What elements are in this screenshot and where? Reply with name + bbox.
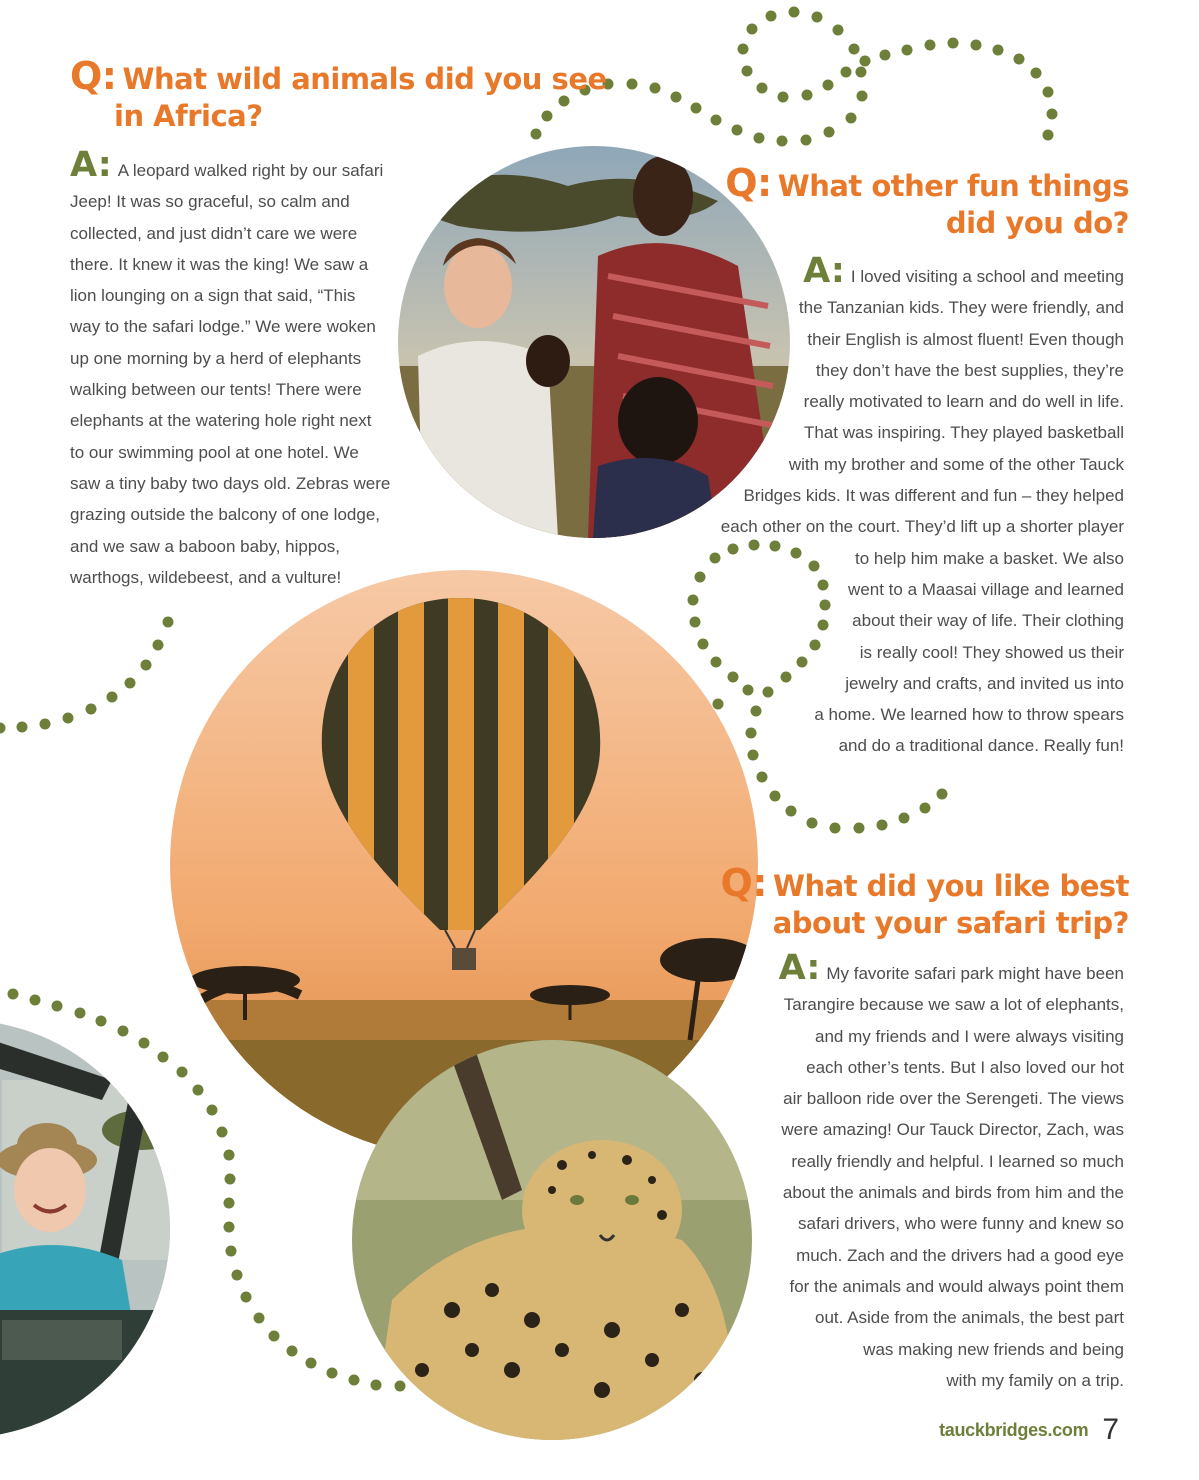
answer-2-line: and do a traditional dance. Really fun! [838, 736, 1124, 756]
answer-2-line: really motivated to learn and do well in life. [803, 392, 1124, 412]
answer-1-line: Jeep! It was so graceful, so calm and [70, 192, 350, 212]
answer-2-line: each other on the court. They’d lift up a shorter player [720, 517, 1124, 537]
question-1-mark: Q: [70, 54, 117, 98]
photo-leopard [352, 1040, 752, 1440]
answer-1-line: to our swimming pool at one hotel. We [70, 442, 359, 462]
question-3-line-1: What did you like best [773, 869, 1129, 903]
answer-2-line: is really cool! They showed us their [859, 642, 1124, 662]
page-number: 7 [1102, 1413, 1119, 1446]
answer-2-line: I loved visiting a school and meeting [850, 267, 1124, 286]
answer-2-line: a home. We learned how to throw spears [814, 705, 1124, 725]
answer-3-line: much. Zach and the drivers had a good eye [796, 1245, 1124, 1265]
answer-3-line: about the animals and birds from him and the [782, 1183, 1124, 1203]
answer-3-line: was making new friends and being [863, 1339, 1124, 1359]
question-2-line-2: did you do? [945, 206, 1129, 240]
question-1-line-1: What wild animals did you see [122, 62, 607, 96]
website-link[interactable]: tauckbridges.com [939, 1420, 1089, 1440]
answer-3-line: air balloon ride over the Serengeti. The views [783, 1089, 1124, 1109]
answer-2-line: about their way of life. Their clothing [852, 611, 1124, 631]
answer-2-line: to help him make a basket. We also [855, 548, 1124, 568]
answer-3-line: out. Aside from the animals, the best part [815, 1308, 1124, 1328]
answer-1-line: saw a tiny baby two days old. Zebras were [70, 473, 391, 493]
question-3-line-2: about your safari trip? [772, 906, 1129, 940]
answer-3-line: Tarangire because we saw a lot of elephants, [783, 995, 1124, 1015]
answer-2-line: the Tanzanian kids. They were friendly, and [798, 298, 1124, 318]
answer-3-line: for the animals and would always point them [789, 1276, 1124, 1296]
answer-1-line: A leopard walked right by our safari [117, 161, 384, 180]
answer-3-line: with my family on a trip. [946, 1370, 1124, 1390]
leopard-photo-illustration [352, 1040, 752, 1440]
answer-1-line: lion lounging on a sign that said, “This [70, 286, 356, 306]
answer-3-line: safari drivers, who were funny and knew so [798, 1214, 1124, 1234]
answer-3-line: were amazing! Our Tauck Director, Zach, was [781, 1120, 1124, 1140]
answer-2 [720, 251, 1124, 762]
answer-1 [70, 145, 391, 593]
answer-1-line: and we saw a baboon baby, hippos, [70, 536, 340, 556]
answer-1-line: grazing outside the balcony of one lodge, [70, 505, 381, 525]
answer-3-line: each other’s tents. But I also loved our hot [806, 1057, 1124, 1077]
answer-1-line: up one morning by a herd of elephants [70, 348, 362, 368]
answer-3-mark: A: [778, 948, 821, 988]
answer-1-line: warthogs, wildebeest, and a vulture! [70, 567, 342, 587]
answer-2-line: they don’t have the best supplies, they’re [815, 360, 1124, 380]
answer-2-line: jewelry and crafts, and invited us into [845, 673, 1124, 693]
answer-2-line: Bridges kids. It was different and fun – they helped [743, 486, 1124, 506]
answer-3 [778, 948, 1124, 1396]
answer-1-line: elephants at the watering hole right next [70, 411, 372, 431]
question-1 [70, 54, 607, 135]
answer-2-mark: A: [803, 251, 845, 291]
answer-2-line: went to a Maasai village and learned [848, 579, 1124, 599]
question-2 [725, 161, 1129, 242]
question-3 [720, 861, 1130, 942]
answer-1-line: way to the safari lodge.” We were woken [70, 317, 376, 337]
question-2-line-1: What other fun things [777, 169, 1129, 203]
question-2-mark: Q: [725, 161, 772, 205]
question-3-mark: Q: [720, 861, 767, 905]
answer-2-line: That was inspiring. They played basketball [803, 423, 1124, 443]
answer-1-line: collected, and just didn’t care we were [70, 223, 358, 243]
answer-1-line: there. It knew it was the king! We saw a [70, 254, 369, 274]
answer-3-line: really friendly and helpful. I learned so much [791, 1151, 1124, 1171]
answer-2-line: their English is almost fluent! Even though [807, 329, 1124, 349]
answer-1-mark: A: [70, 145, 112, 185]
answer-3-line: and my friends and I were always visiting [815, 1026, 1124, 1046]
answer-2-line: with my brother and some of the other Tauck [788, 454, 1124, 474]
page-footer [939, 1413, 1119, 1447]
answer-3-line: My favorite safari park might have been [826, 964, 1124, 983]
answer-1-line: walking between our tents! There were [70, 380, 362, 400]
question-1-line-2: in Africa? [114, 99, 263, 133]
